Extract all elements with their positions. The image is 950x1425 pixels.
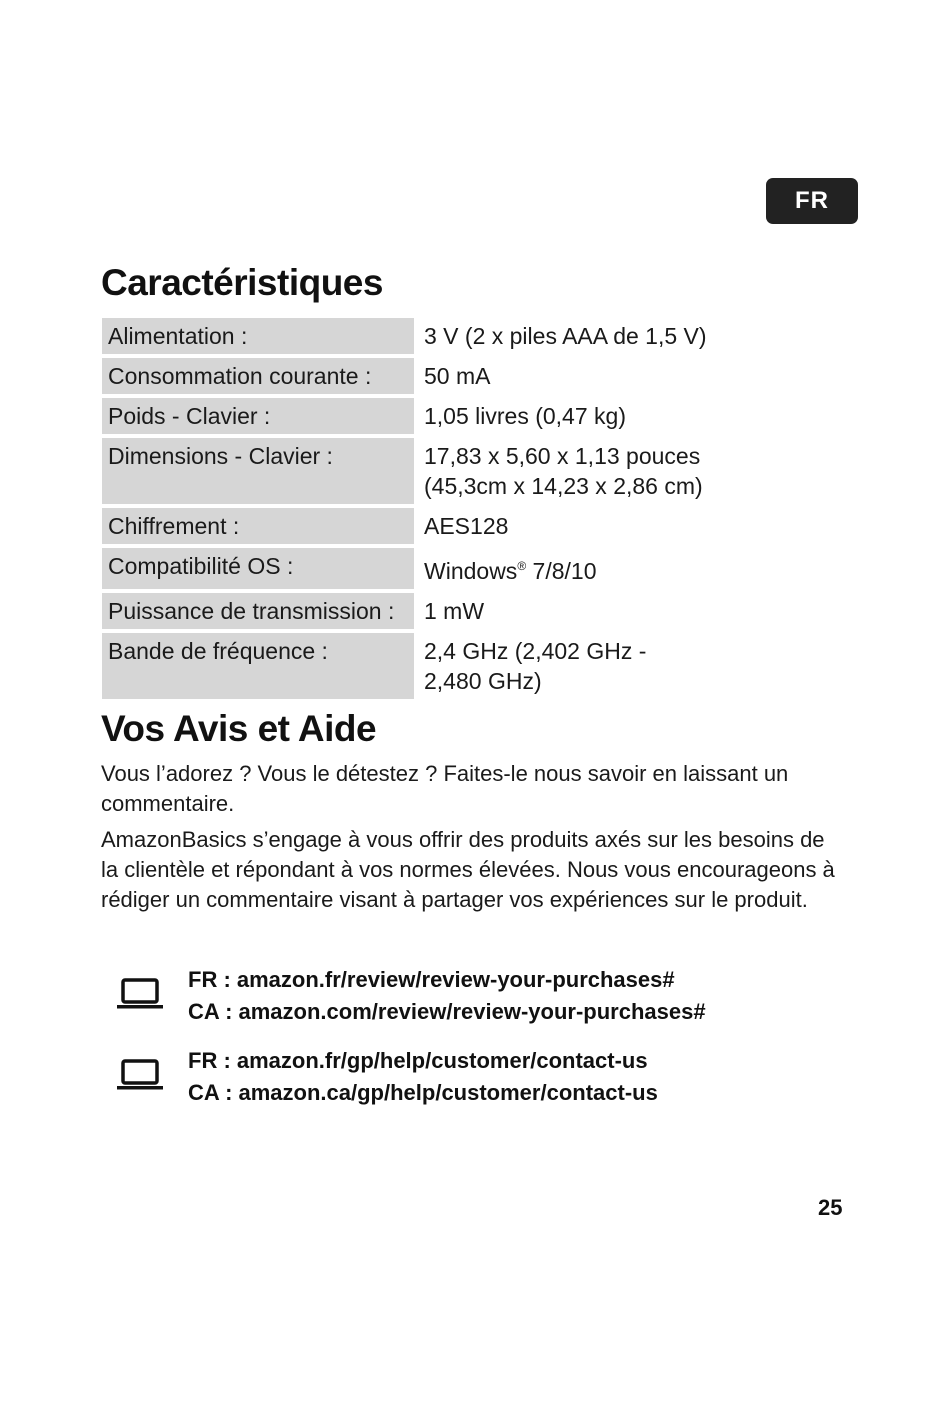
feedback-title: Vos Avis et Aide	[101, 708, 377, 749]
feedback-paragraph: AmazonBasics s’engage à vous offrir des produits axés sur les besoins de la clientèle et répondant à vos normes élevées. Nous vous encourageons à rédiger un commentaire visant à partager vos expériences sur le produit.	[101, 827, 835, 912]
spec-value: 1 mW	[424, 598, 485, 624]
spec-row	[102, 318, 742, 354]
spec-label: Alimentation :	[102, 318, 418, 354]
spec-label: Compatibilité OS :	[102, 548, 418, 589]
help-link-lines	[188, 1045, 658, 1109]
laptop-icon	[116, 1059, 164, 1091]
spec-row	[102, 438, 742, 504]
spec-label: Chiffrement :	[102, 508, 418, 544]
spec-value: AES128	[424, 513, 509, 539]
help-link-fr[interactable]: FR : amazon.fr/gp/help/customer/contact-us	[188, 1048, 648, 1073]
laptop-icon	[116, 978, 164, 1010]
spec-label: Puissance de transmission :	[102, 593, 418, 629]
spec-value	[418, 633, 742, 699]
spec-value-line: 2,480 GHz)	[424, 668, 542, 694]
spec-row	[102, 398, 742, 434]
help-link-ca[interactable]: CA : amazon.ca/gp/help/customer/contact-us	[188, 1080, 658, 1105]
spec-row	[102, 358, 742, 394]
spec-value	[418, 548, 742, 589]
review-link-fr[interactable]: FR : amazon.fr/review/review-your-purchases#	[188, 967, 675, 992]
spec-label: Dimensions - Clavier :	[102, 438, 418, 504]
spec-label: Poids - Clavier :	[102, 398, 418, 434]
spec-value-line: 2,4 GHz (2,402 GHz -	[424, 638, 647, 664]
spec-row	[102, 548, 742, 589]
page-number: 25	[818, 1195, 843, 1220]
review-link-lines	[188, 964, 706, 1028]
spec-row	[102, 508, 742, 544]
language-tab: FR	[766, 178, 858, 224]
specs-title: Caractéristiques	[101, 262, 383, 303]
os-versions: 7/8/10	[526, 558, 597, 584]
spec-row	[102, 633, 742, 699]
spec-value	[418, 438, 742, 504]
spec-value: 1,05 livres (0,47 kg)	[424, 403, 626, 429]
spec-value: 3 V (2 x piles AAA de 1,5 V)	[424, 323, 707, 349]
spec-row	[102, 593, 742, 629]
spec-value-line: (45,3cm x 14,23 x 2,86 cm)	[424, 473, 703, 499]
spec-value: 50 mA	[424, 363, 491, 389]
registered-mark: ®	[517, 559, 527, 573]
os-name: Windows	[424, 558, 518, 584]
review-link-ca[interactable]: CA : amazon.com/review/review-your-purchases#	[188, 999, 706, 1024]
specs-table	[102, 314, 742, 703]
spec-label: Bande de fréquence :	[102, 633, 418, 699]
spec-label: Consommation courante :	[102, 358, 418, 394]
spec-value-line: 17,83 x 5,60 x 1,13 pouces	[424, 443, 701, 469]
feedback-paragraph: Vous l’adorez ? Vous le détestez ? Faites-le nous savoir en laissant un commentaire.	[101, 761, 789, 816]
